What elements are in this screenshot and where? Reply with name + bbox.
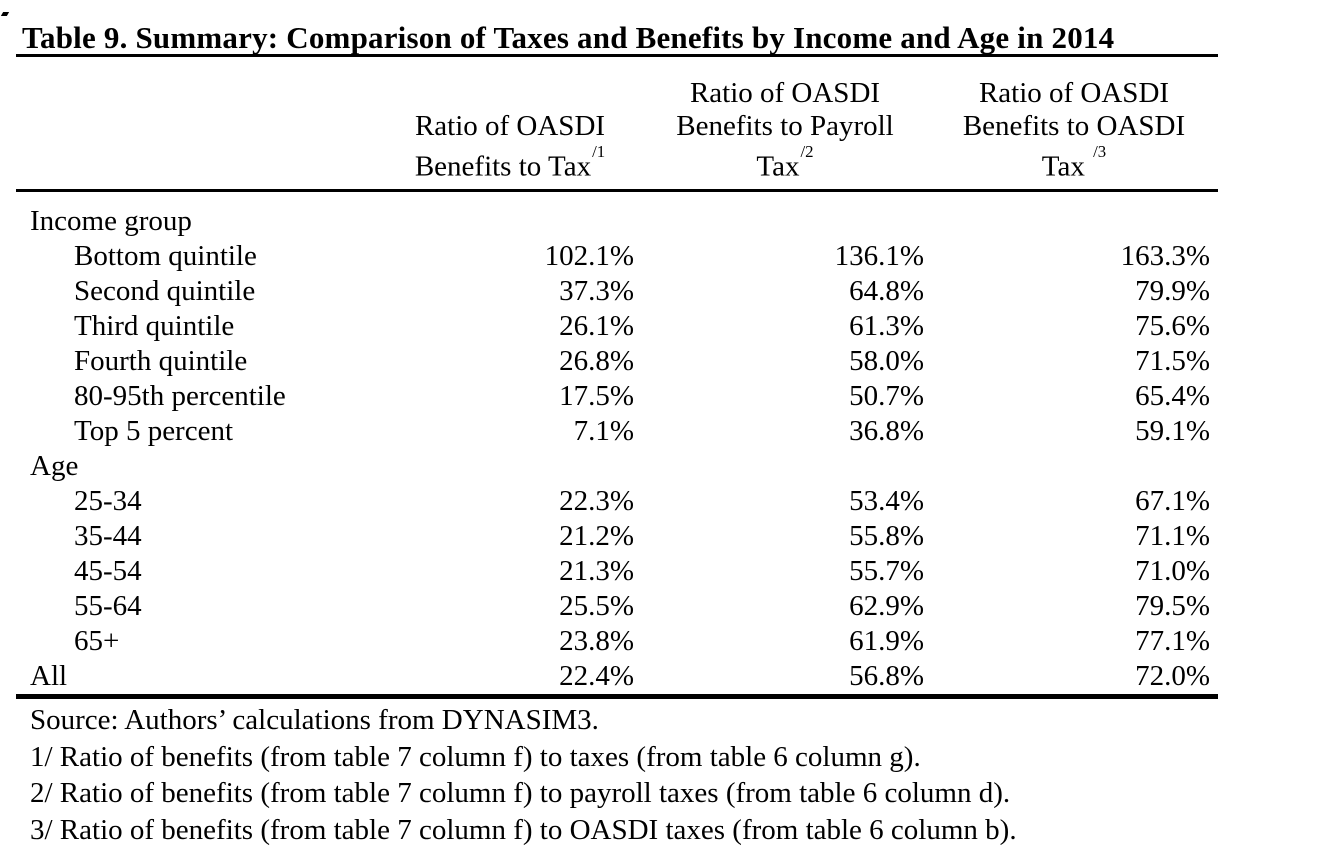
table-row	[16, 274, 1218, 309]
row-label: 55-64	[74, 590, 142, 622]
row-label: 80-95th percentile	[74, 380, 286, 412]
value-cell: 163.3%	[1120, 240, 1210, 272]
row-label: 65+	[74, 625, 120, 657]
row-label: Fourth quintile	[74, 345, 248, 377]
summary-table	[16, 54, 1218, 699]
table-row	[16, 624, 1218, 659]
table-row	[16, 414, 1218, 449]
value-cell: 7.1%	[573, 415, 634, 447]
value-cell: 77.1%	[1135, 625, 1210, 657]
stray-mark	[1, 12, 9, 16]
value-cell: 36.8%	[849, 415, 924, 447]
value-cell: 75.6%	[1135, 310, 1210, 342]
table-row	[16, 659, 1218, 697]
footnote-marker-2: /2	[800, 141, 814, 161]
value-cell: 136.1%	[834, 240, 924, 272]
table-header	[16, 56, 1218, 191]
footnote-1: 1/ Ratio of benefits (from table 7 column f) to taxes (from table 6 column g).	[30, 740, 921, 773]
value-cell: 71.1%	[1135, 520, 1210, 552]
value-cell	[380, 449, 640, 484]
value-cell: 56.8%	[640, 659, 930, 697]
header-line: Tax$^{/2}$	[756, 141, 814, 183]
footnote-2: 2/ Ratio of benefits (from table 7 column f) to payroll taxes (from table 6 column d).	[30, 777, 1011, 809]
value-cell: 50.7%	[849, 380, 924, 412]
header-row	[16, 56, 1218, 191]
row-label: Third quintile	[74, 310, 235, 342]
row-label: Income group	[30, 205, 192, 237]
header-line: Tax $^{/3}$	[1041, 141, 1107, 183]
value-cell: 72.0%	[930, 659, 1218, 697]
header-line: Benefits to Payroll	[676, 110, 894, 143]
value-cell: 22.4%	[380, 659, 640, 697]
header-benefits-to-tax	[380, 56, 640, 191]
value-cell: 21.3%	[559, 555, 634, 587]
footnote-marker-1: /1	[592, 141, 606, 161]
value-cell: 64.8%	[849, 275, 924, 307]
row-label: Age	[30, 450, 79, 482]
value-cell: 79.9%	[1135, 275, 1210, 307]
table-row	[16, 519, 1218, 554]
value-cell: 67.1%	[1135, 485, 1210, 517]
value-cell: 17.5%	[559, 380, 634, 412]
header-line: Ratio of OASDI	[978, 77, 1170, 110]
value-cell: 26.1%	[559, 310, 634, 342]
value-cell: 62.9%	[849, 590, 924, 622]
footnotes	[30, 702, 1017, 848]
table-row	[16, 191, 1218, 240]
row-label: Bottom quintile	[74, 240, 257, 272]
value-cell: 22.3%	[559, 485, 634, 517]
value-cell	[930, 449, 1218, 484]
value-cell: 25.5%	[559, 590, 634, 622]
value-cell: 65.4%	[1135, 380, 1210, 412]
value-cell: 61.9%	[849, 625, 924, 657]
row-label: 25-34	[74, 485, 142, 517]
value-cell: 26.8%	[559, 345, 634, 377]
value-cell: 23.8%	[559, 625, 634, 657]
row-label: 45-54	[74, 555, 142, 587]
header-empty-cell	[16, 56, 380, 191]
table-row	[16, 344, 1218, 379]
table-row	[16, 554, 1218, 589]
header-benefits-to-oasdi-tax	[930, 56, 1218, 191]
value-cell: 21.2%	[559, 520, 634, 552]
header-line: Ratio of OASDI	[689, 77, 881, 110]
row-label: 35-44	[74, 520, 142, 552]
value-cell: 55.8%	[849, 520, 924, 552]
table-title: Table 9. Summary: Comparison of Taxes and Benefits by Income and Age in 2014	[22, 20, 1115, 55]
value-cell: 61.3%	[849, 310, 924, 342]
row-label: All	[16, 659, 380, 697]
table-body	[16, 191, 1218, 697]
table-row	[16, 449, 1218, 484]
source-line: Source: Authors’ calculations from DYNASIM3.	[30, 704, 599, 736]
value-cell: 102.1%	[544, 240, 634, 272]
header-line: Benefits to Tax$^{/1}$	[414, 141, 606, 183]
header-line: Benefits to OASDI	[962, 110, 1186, 143]
value-cell	[640, 449, 930, 484]
footnote-marker-3: /3	[1093, 141, 1107, 161]
table-row	[16, 484, 1218, 519]
value-cell	[930, 191, 1218, 240]
header-line: Ratio of OASDI	[414, 110, 606, 143]
value-cell: 55.7%	[849, 555, 924, 587]
header-benefits-to-payroll-tax	[640, 56, 930, 191]
row-label: Top 5 percent	[74, 415, 234, 447]
table-row	[16, 589, 1218, 624]
value-cell	[640, 191, 930, 240]
value-cell: 37.3%	[559, 275, 634, 307]
value-cell: 58.0%	[849, 345, 924, 377]
value-cell: 59.1%	[1135, 415, 1210, 447]
table-row	[16, 309, 1218, 344]
row-label: Second quintile	[74, 275, 256, 307]
value-cell: 71.5%	[1135, 345, 1210, 377]
value-cell: 53.4%	[849, 485, 924, 517]
footnote-3: 3/ Ratio of benefits (from table 7 column f) to OASDI taxes (from table 6 column b).	[30, 813, 1017, 846]
value-cell: 79.5%	[1135, 590, 1210, 622]
table-row	[16, 379, 1218, 414]
table-row	[16, 239, 1218, 274]
value-cell: 71.0%	[1135, 555, 1210, 587]
value-cell	[380, 191, 640, 240]
